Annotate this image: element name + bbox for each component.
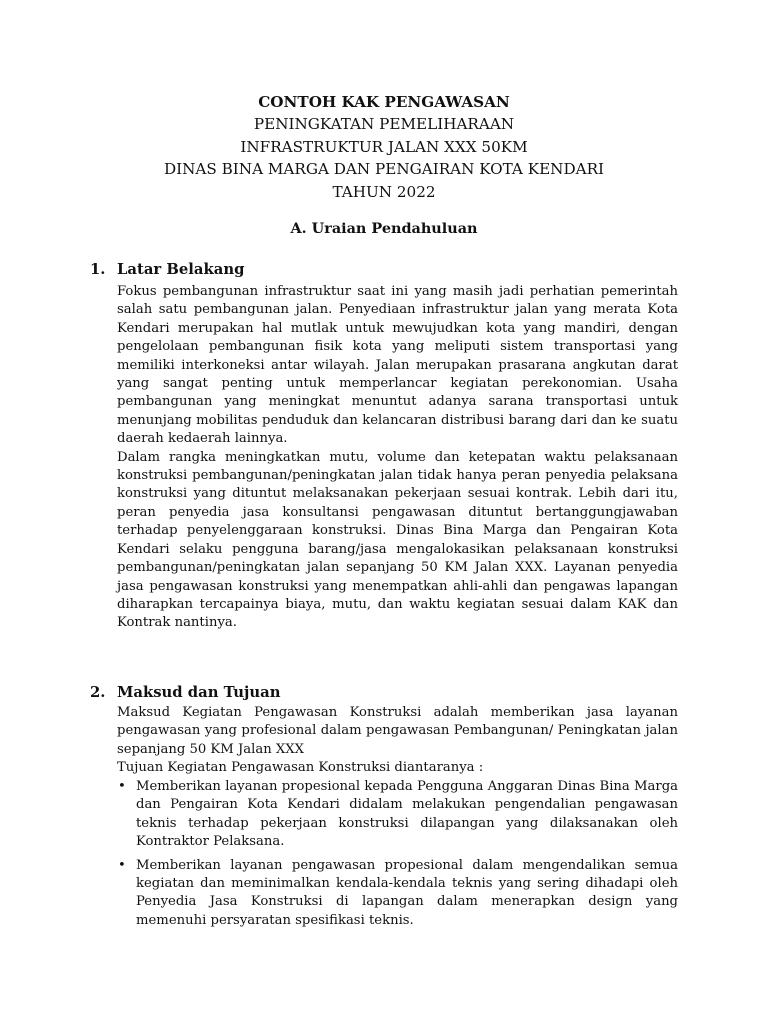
document-subtitle-line-4: TAHUN 2022 (332, 182, 436, 201)
document-subtitle-line-2: INFRASTRUKTUR JALAN XXX 50KM (240, 137, 528, 156)
document-title: CONTOH KAK PENGAWASAN (258, 93, 510, 111)
list-item (117, 778, 678, 852)
bullet-icon: • (118, 779, 126, 794)
maksud-tujuan-heading (90, 683, 281, 703)
maksud-tujuan-number: 2. (90, 684, 106, 701)
latar-belakang-number: 1. (90, 261, 106, 278)
latar-belakang-paragraph-2: Dalam rangka meningkatkan mutu, volume dan ketepatan waktu pelaksanaan konstruksi pembangunan/peningkatan jalan tidak hanya peran penyedia pelaksana konstruksi yang dituntut melaksanakan pekerjaan sesuai kontrak. Lebih dari itu, peran penyedia jasa konsultansi pengawasan dituntut bertanggungjawaban terhadap penyelenggaraan konstruksi. Dinas Bina Marga dan Pengairan Kota Kendari selaku pengguna barang/jasa mengalokasikan pelaksanaan konstruksi pembangunan/peningkatan jalan sepanjang 50 KM Jalan XXX. Layanan penyedia jasa pengawasan konstruksi yang menempatkan ahli-ahli dan pengawas lapangan diharapkan tercapainya biaya, mutu, dan waktu kegiatan sesuai dalam KAK dan Kontrak nantinya. (117, 449, 678, 631)
tujuan-bullet-list (117, 778, 678, 935)
list-item-text: Memberikan layanan pengawasan propesional dalam mengendalikan semua kegiatan dan meminimalkan kendala-kendala teknis yang sering dihadapi oleh Penyedia Jasa Konstruksi di lapangan dalam menerapkan design yang memenuhi persyaratan spesifikasi teknis. (136, 857, 678, 928)
bullet-icon: • (118, 857, 126, 873)
latar-belakang-title: Latar Belakang (117, 261, 245, 278)
list-item (117, 857, 678, 931)
list-item-text: Memberikan layanan propesional kepada Pengguna Anggaran Dinas Bina Marga dan Pengairan Kota Kendari didalam melakukan pengendalian pengawasan teknis terhadap pekerjaan konstruksi dilapangan yang dilaksanakan oleh Kontraktor Pelaksana. (136, 779, 678, 850)
latar-belakang-paragraph-1: Fokus pembangunan infrastruktur saat ini yang masih jadi perhatian pemerintah salah satu pembangunan jalan. Penyediaan infrastruktur jalan yang merata Kota Kendari merupakan hal mutlak untuk mewujudkan kota yang mandiri, dengan pengelolaan pembangunan fisik kota yang meliputi sistem transportasi yang memiliki interkoneksi antar wilayah. Jalan merupakan prasarana angkutan darat yang sangat penting untuk memperlancar kegiatan perekonomian. Usaha pembangunan yang meningkat menuntut adanya sarana transportasi untuk menunjang mobilitas penduduk dan kelancaran distribusi barang dari dan ke suatu daerah kedaerah lainnya. (117, 284, 678, 447)
maksud-tujuan-title: Maksud dan Tujuan (117, 684, 281, 701)
maksud-tujuan-body (117, 704, 678, 778)
latar-belakang-body (117, 283, 678, 633)
document-header (0, 91, 768, 203)
latar-belakang-heading (90, 260, 244, 280)
document-subtitle-line-1: PENINGKATAN PEMELIHARAAN (253, 115, 515, 134)
maksud-paragraph: Maksud Kegiatan Pengawasan Konstruksi adalah memberikan jasa layanan pengawasan yang profesional dalam pengawasan Pembangunan/ Peningkatan jalan sepanjang 50 KM Jalan XXX (117, 705, 678, 757)
document-subtitle-line-3: DINAS BINA MARGA DAN PENGAIRAN KOTA KENDARI (163, 160, 605, 179)
section-a-heading: A. Uraian Pendahuluan (290, 220, 478, 237)
tujuan-intro-paragraph: Tujuan Kegiatan Pengawasan Konstruksi diantaranya : (117, 760, 484, 776)
